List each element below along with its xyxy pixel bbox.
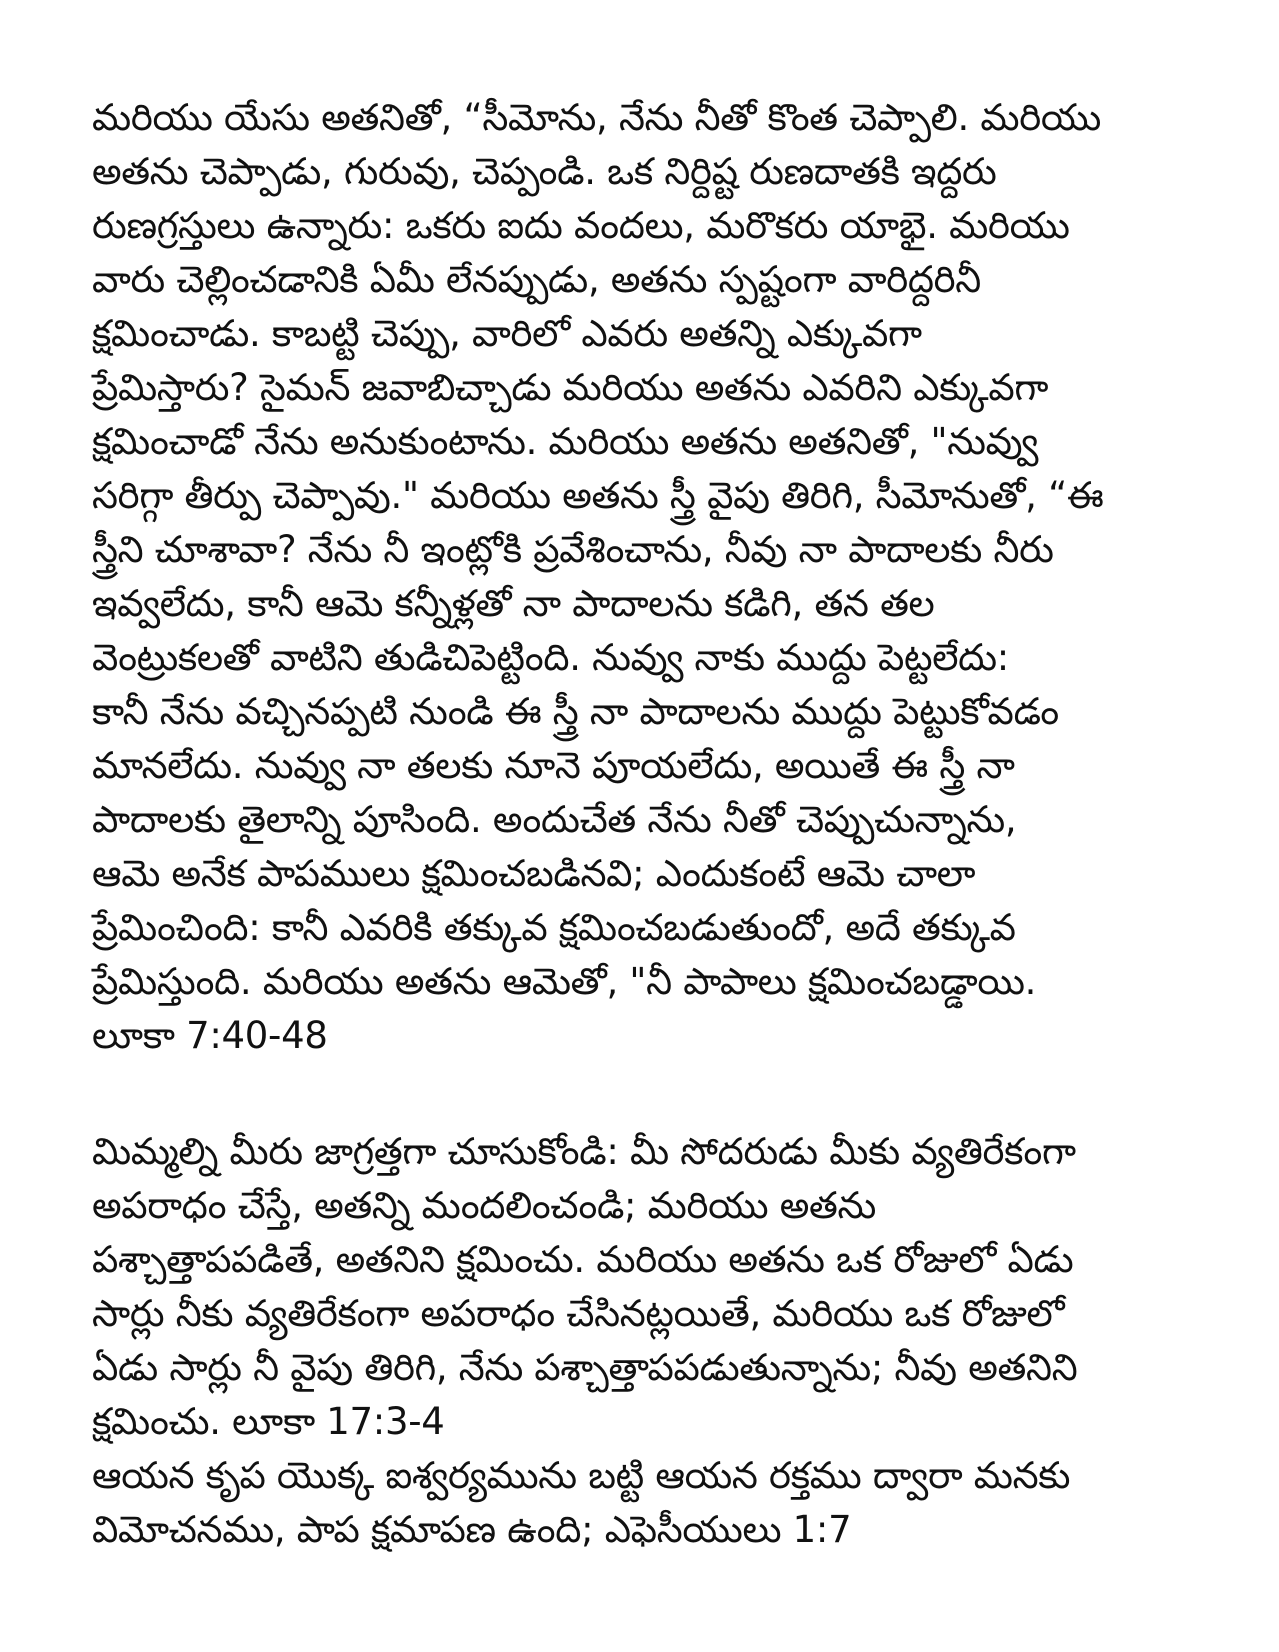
passage-2-line: మిమ్మల్ని మీరు జాగ్రత్తగా చూసుకోండి: మీ సోదరుడు మీకు వ్యతిరేకంగా xyxy=(92,1130,1076,1173)
passage-1-line: అతను చెప్పాడు, గురువు, చెప్పండి. ఒక నిర్దిష్ట రుణదాతకి ఇద్దరు xyxy=(92,150,997,193)
passage-1-line: సరిగ్గా తీర్పు చెప్పావు." మరియు అతను స్త్రీ వైపు తిరిగి, సీమోనుతో, “ఈ xyxy=(92,474,1104,517)
passage-1-line: ఆమె అనేక పాపములు క్షమించబడినవి; ఎందుకంటే ఆమె చాలా xyxy=(92,852,976,895)
passage-1-line: ప్రేమిస్తారు? సైమన్ జవాబిచ్చాడు మరియు అతను ఎవరిని ఎక్కువగా xyxy=(92,366,1049,409)
passage-2-line: సార్లు నీకు వ్యతిరేకంగా అపరాధం చేసినట్లయితే, మరియు ఒక రోజులో xyxy=(92,1292,1065,1335)
passage-1-line: మానలేదు. నువ్వు నా తలకు నూనె పూయలేదు, అయితే ఈ స్త్రీ నా xyxy=(92,744,1015,787)
passage-1-line: కానీ నేను వచ్చినప్పటి నుండి ఈ స్త్రీ నా పాదాలను ముద్దు పెట్టుకోవడం xyxy=(92,690,1059,733)
passage-1-line: వెంట్రుకలతో వాటిని తుడిచిపెట్టింది. నువ్వు నాకు ముద్దు పెట్టలేదు: xyxy=(92,636,1009,679)
passage-1-line: స్త్రీని చూశావా? నేను నీ ఇంట్లోకి ప్రవేశించాను, నీవు నా పాదాలకు నీరు xyxy=(92,528,1054,571)
passage-1-line: వారు చెల్లించడానికి ఏమీ లేనప్పుడు, అతను స్పష్టంగా వారిద్దరినీ xyxy=(92,258,981,301)
passage-1-line: ప్రేమిస్తుంది. మరియు అతను ఆమెతో, "నీ పాపాలు క్షమించబడ్డాయి. xyxy=(92,960,1037,1003)
passage-2-reference: క్షమించు. లూకా 17:3-4 xyxy=(92,1400,445,1443)
passage-1-reference: లూకా 7:40-48 xyxy=(92,1014,328,1057)
passage-2-line: అపరాధం చేస్తే, అతన్ని మందలించండి; మరియు అతను xyxy=(92,1184,876,1227)
passage-2-line: పశ్చాత్తాపపడితే, అతనిని క్షమించు. మరియు అతను ఒక రోజులో ఏడు xyxy=(92,1238,1074,1281)
passage-1-line: క్షమించాడో నేను అనుకుంటాను. మరియు అతను అతనితో, "నువ్వు xyxy=(92,420,1039,463)
passage-1-line: రుణగ్రస్తులు ఉన్నారు: ఒకరు ఐదు వందలు, మరొకరు యాభై. మరియు xyxy=(92,204,1070,247)
passage-3-reference: విమోచనము, పాప క్షమాపణ ఉంది; ఎఫెసీయులు 1:7 xyxy=(92,1508,852,1551)
passage-1-line: ప్రేమించింది: కానీ ఎవరికి తక్కువ క్షమించబడుతుందో, అదే తక్కువ xyxy=(92,906,1016,949)
passage-1-line: ఇవ్వలేదు, కానీ ఆమె కన్నీళ్లతో నా పాదాలను కడిగి, తన తల xyxy=(92,582,935,625)
passage-1-line: మరియు యేసు అతనితో, “సీమోను, నేను నీతో కొంత చెప్పాలి. మరియు xyxy=(92,96,1101,139)
passage-1-line: క్షమించాడు. కాబట్టి చెప్పు, వారిలో ఎవరు అతన్ని ఎక్కువగా xyxy=(92,312,922,355)
passage-1-line: పాదాలకు తైలాన్ని పూసింది. అందుచేత నేను నీతో చెప్పుచున్నాను, xyxy=(92,798,1017,841)
passage-2-line: ఏడు సార్లు నీ వైపు తిరిగి, నేను పశ్చాత్తాపపడుతున్నాను; నీవు అతనిని xyxy=(92,1346,1078,1389)
passage-3-line: ఆయన కృప యొక్క ఐశ్వర్యమును బట్టి ఆయన రక్తము ద్వారా మనకు xyxy=(92,1454,1071,1497)
